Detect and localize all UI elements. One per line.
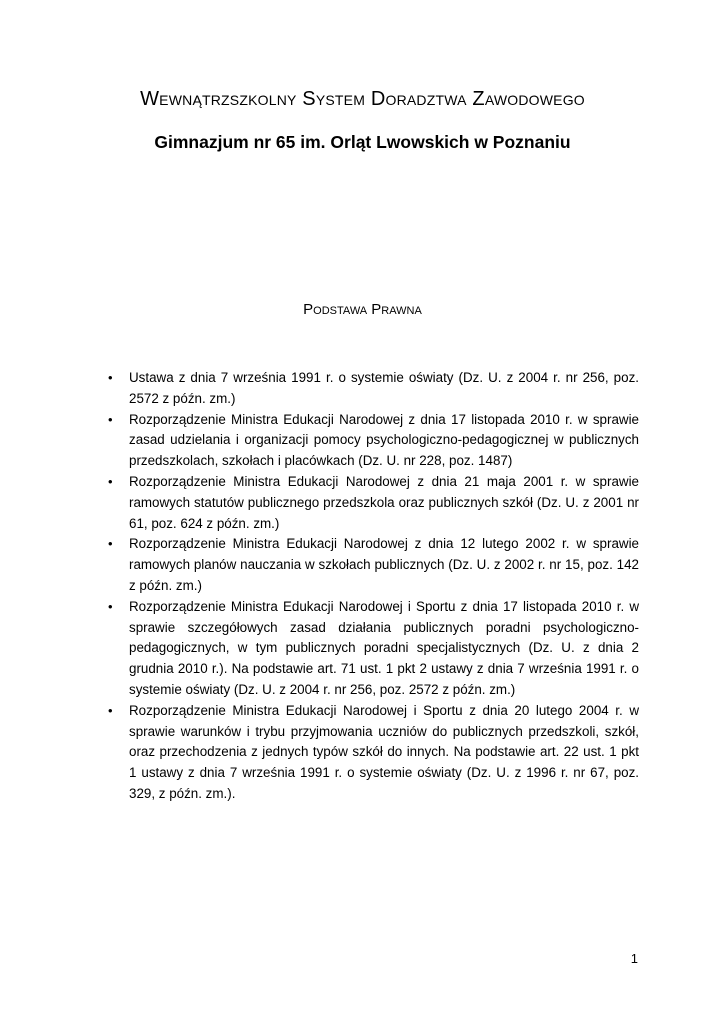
bullet-icon: • [108, 598, 113, 614]
list-item-text: Rozporządzenie Ministra Edukacji Narodowej z dnia 21 maja 2001 r. w sprawie ramowych statutów publicznego przedszkola oraz publicznych szkół (Dz. U. z 2001 nr 61, poz. 624 z późn. zm.) [129, 473, 639, 531]
page-number: 1 [630, 951, 638, 966]
legal-basis-list [0, 368, 725, 805]
list-item [108, 368, 639, 410]
bullet-icon: • [108, 473, 113, 489]
document-subtitle: Gimnazjum nr 65 im. Orląt Lwowskich w Poznaniu [154, 132, 571, 152]
bullet-icon: • [108, 370, 113, 385]
bullet-icon: • [108, 536, 113, 552]
section-heading: Podstawa Prawna [303, 301, 422, 318]
list-item [108, 597, 639, 701]
list-item [108, 472, 639, 534]
document-title: Wewnątrzszkolny System Doradztwa Zawodowego [140, 88, 585, 110]
list-item-text: Rozporządzenie Ministra Edukacji Narodowej i Sportu z dnia 20 lutego 2004 r. w sprawie warunków i trybu przyjmowania uczniów do publicznych przedszkoli, szkół, oraz przechodzenia z jednych typów szkół do innych. Na podstawie art. 22 ust. 1 pkt 1 ustawy z dnia 7 września 1991 r. o systemie oświaty (Dz. U. z 1996 r. nr 67, poz. 329, z późn. zm.). [129, 702, 639, 801]
list-item-text: Rozporządzenie Ministra Edukacji Narodowej z dnia 12 lutego 2002 r. w sprawie ramowych planów nauczania w szkołach publicznych (Dz. U. z 2002 r. nr 15, poz. 142 z późn. zm.) [129, 536, 639, 593]
bullet-icon: • [108, 702, 113, 718]
list-item-text: Rozporządzenie Ministra Edukacji Narodowej i Sportu z dnia 17 listopada 2010 r. w sprawie szczegółowych zasad działania publicznych poradni psychologiczno-pedagogicznych, w tym publicznych poradni specjalistycznych (Dz. U. z dnia 2 grudnia 2010 r.). Na podstawie art. 71 ust. 1 pkt 2 ustawy z dnia 7 września 1991 r. o systemie oświaty (Dz. U. z 2004 r. nr 256, poz. 2572 z późn. zm.) [129, 598, 639, 697]
list-item [108, 534, 639, 596]
list-item-text: Rozporządzenie Ministra Edukacji Narodowej z dnia 17 listopada 2010 r. w sprawie zasad udzielania i organizacji pomocy psychologiczno-pedagogicznej w publicznych przedszkolach, szkołach i placówkach (Dz. U. nr 228, poz. 1487) [129, 411, 639, 469]
list-item [108, 701, 639, 805]
bullet-icon: • [108, 411, 113, 427]
list-item-text: Ustawa z dnia 7 września 1991 r. o systemie oświaty (Dz. U. z 2004 r. nr 256, poz. 2572 z późn. zm.) [129, 370, 639, 406]
list-item [108, 410, 639, 472]
